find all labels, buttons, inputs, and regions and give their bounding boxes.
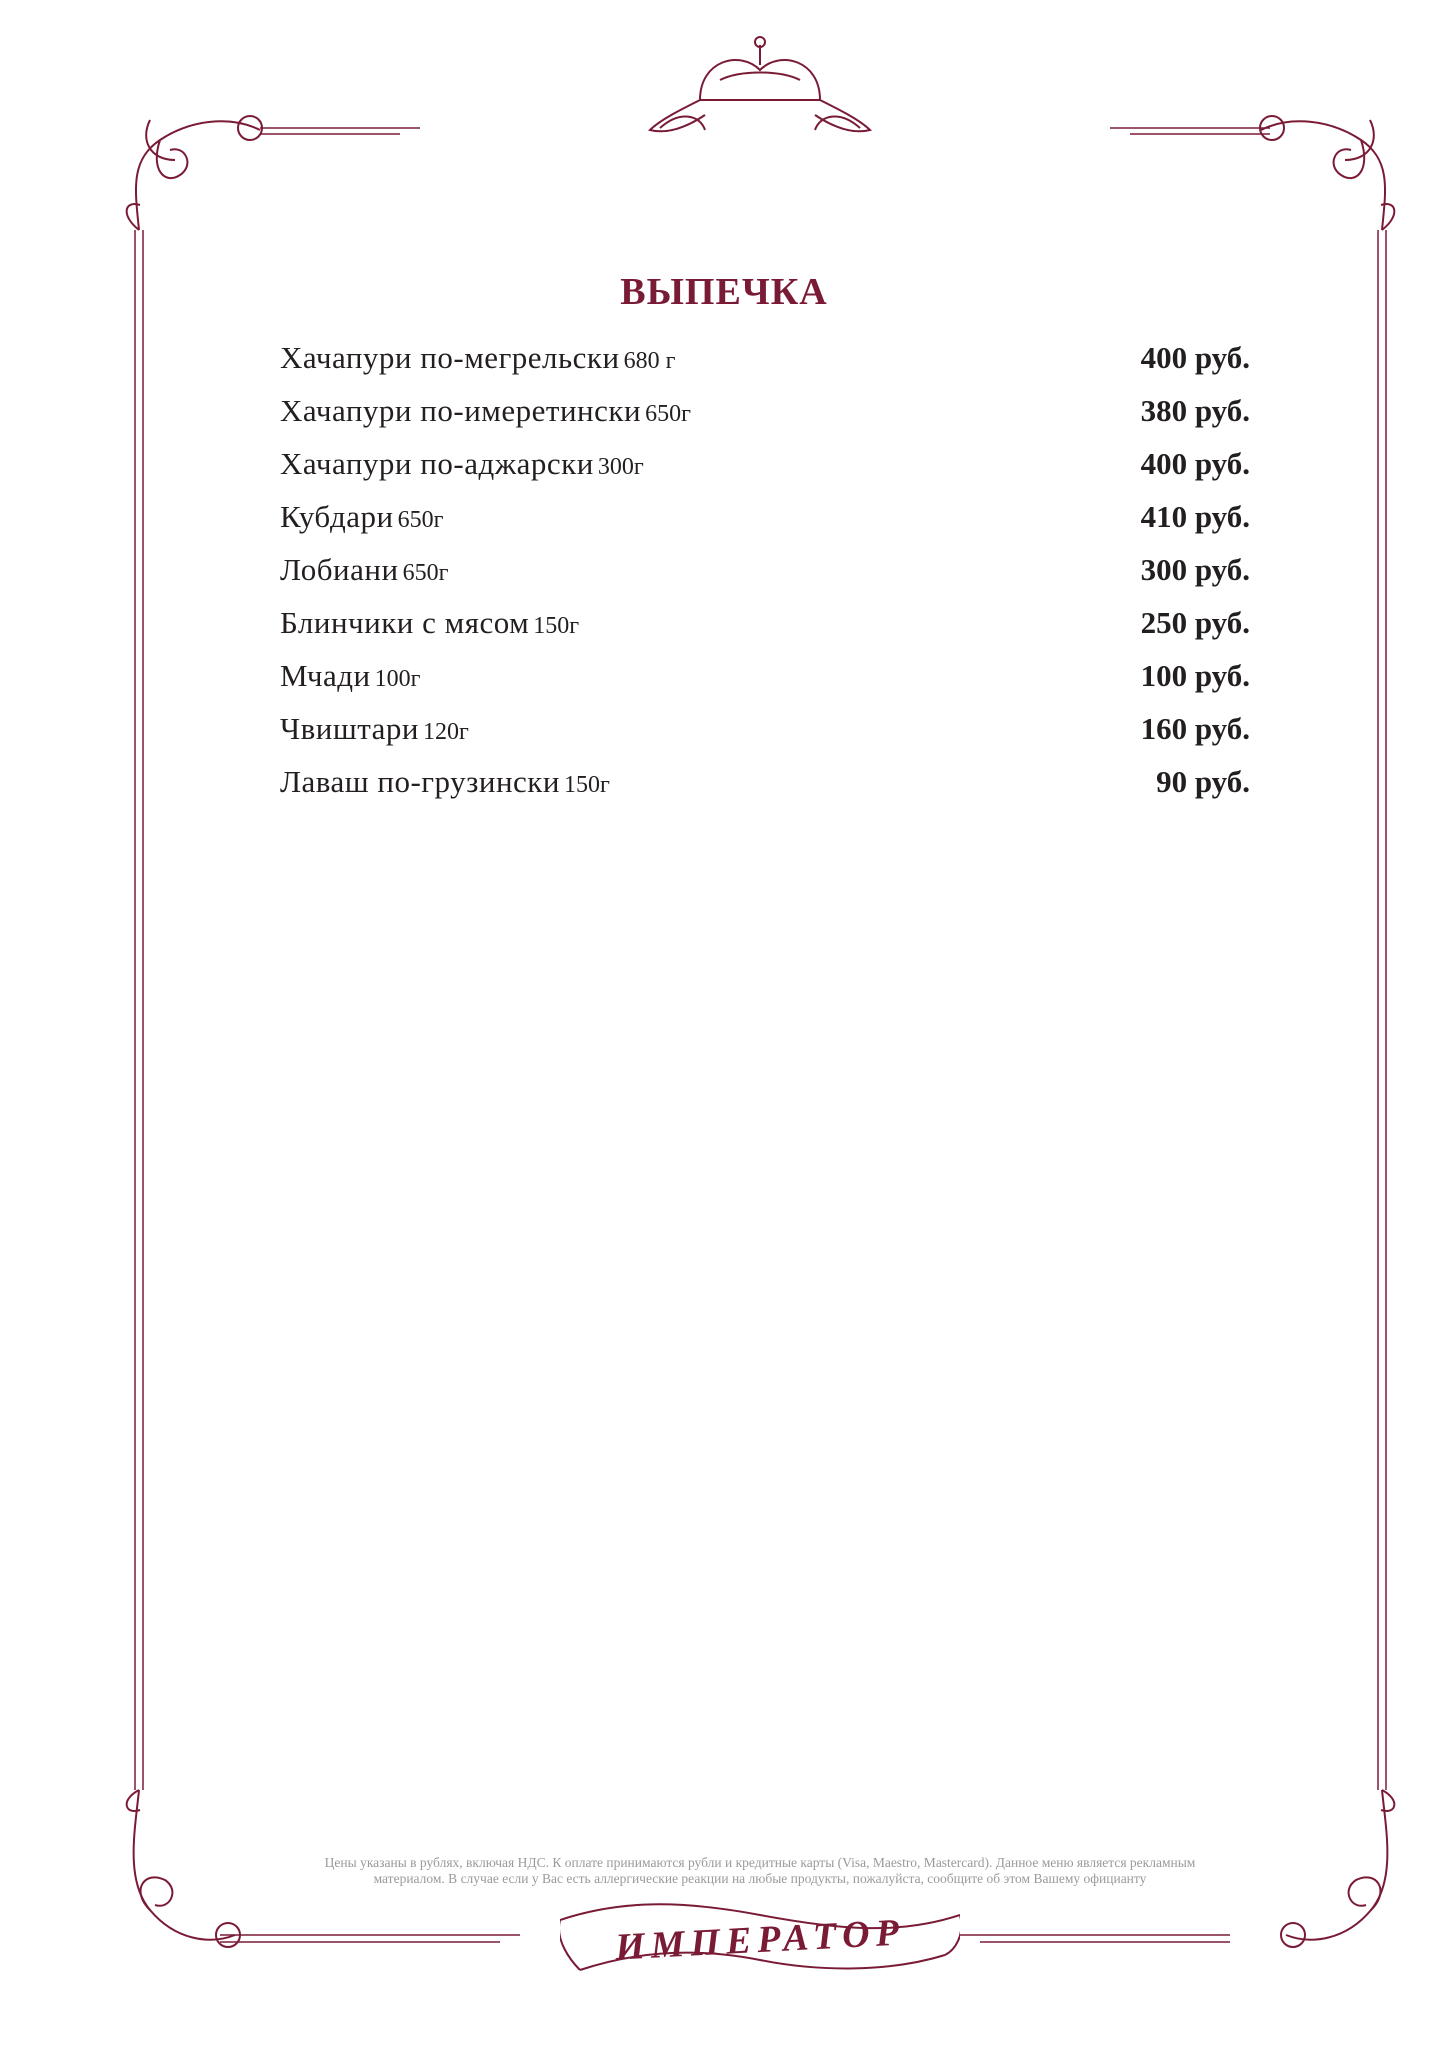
item-price: 160 руб.: [1140, 711, 1250, 746]
menu-item: [280, 393, 1250, 446]
item-weight: 650г: [397, 507, 444, 533]
menu-item: [280, 605, 1250, 658]
section-title: ВЫПЕЧКА: [620, 271, 828, 313]
item-price: 300 руб.: [1140, 552, 1250, 587]
item-price: 410 руб.: [1140, 499, 1250, 534]
item-name: Хачапури по-аджарски: [280, 446, 594, 481]
footnote-line-2: материалом. В случае если у Вас есть аллергические реакции на любые продукты, пожалуйста, сообщите об этом Вашему официанту: [373, 1871, 1147, 1886]
menu-list: [280, 340, 1250, 817]
item-weight: 300г: [597, 454, 644, 480]
menu-item: [280, 658, 1250, 711]
menu-item: [280, 499, 1250, 552]
crown-icon: [650, 37, 870, 131]
menu-item: [280, 764, 1250, 817]
item-weight: 650г: [645, 401, 691, 427]
item-weight: 680 г: [623, 348, 676, 374]
item-name: Кубдари: [280, 499, 394, 534]
item-weight: 650г: [402, 560, 449, 586]
item-name: Лобиани: [280, 552, 399, 587]
item-weight: 150г: [533, 613, 580, 639]
footnote-line-1: Цены указаны в рублях, включая НДС. К оплате принимаются рубли и кредитные карты (Visa, Maestro, Mastercard). Данное меню является рекламным: [324, 1855, 1196, 1870]
item-name: Лаваш по-грузински: [280, 764, 560, 799]
item-weight: 120г: [423, 719, 469, 745]
item-name: Блинчики с мясом: [280, 605, 530, 640]
item-price: 400 руб.: [1140, 446, 1250, 481]
item-price: 250 руб.: [1140, 605, 1250, 640]
logo-text: ИМПЕРАТОР: [614, 1911, 906, 1969]
item-name: Чвиштари: [280, 711, 420, 746]
item-weight: 100г: [374, 666, 421, 692]
item-price: 400 руб.: [1140, 340, 1250, 375]
menu-item: [280, 340, 1250, 393]
menu-item: [280, 711, 1250, 764]
item-price: 380 руб.: [1140, 393, 1250, 428]
item-price: 100 руб.: [1140, 658, 1250, 693]
item-name: Мчади: [280, 658, 371, 693]
menu-item: [280, 446, 1250, 499]
logo-banner: [560, 1860, 960, 1990]
item-name: Хачапури по-мегрельски: [280, 340, 620, 375]
menu-item: [280, 552, 1250, 605]
item-name: Хачапури по-имеретински: [280, 393, 642, 428]
item-weight: 150г: [563, 772, 610, 798]
item-price: 90 руб.: [1156, 764, 1250, 799]
